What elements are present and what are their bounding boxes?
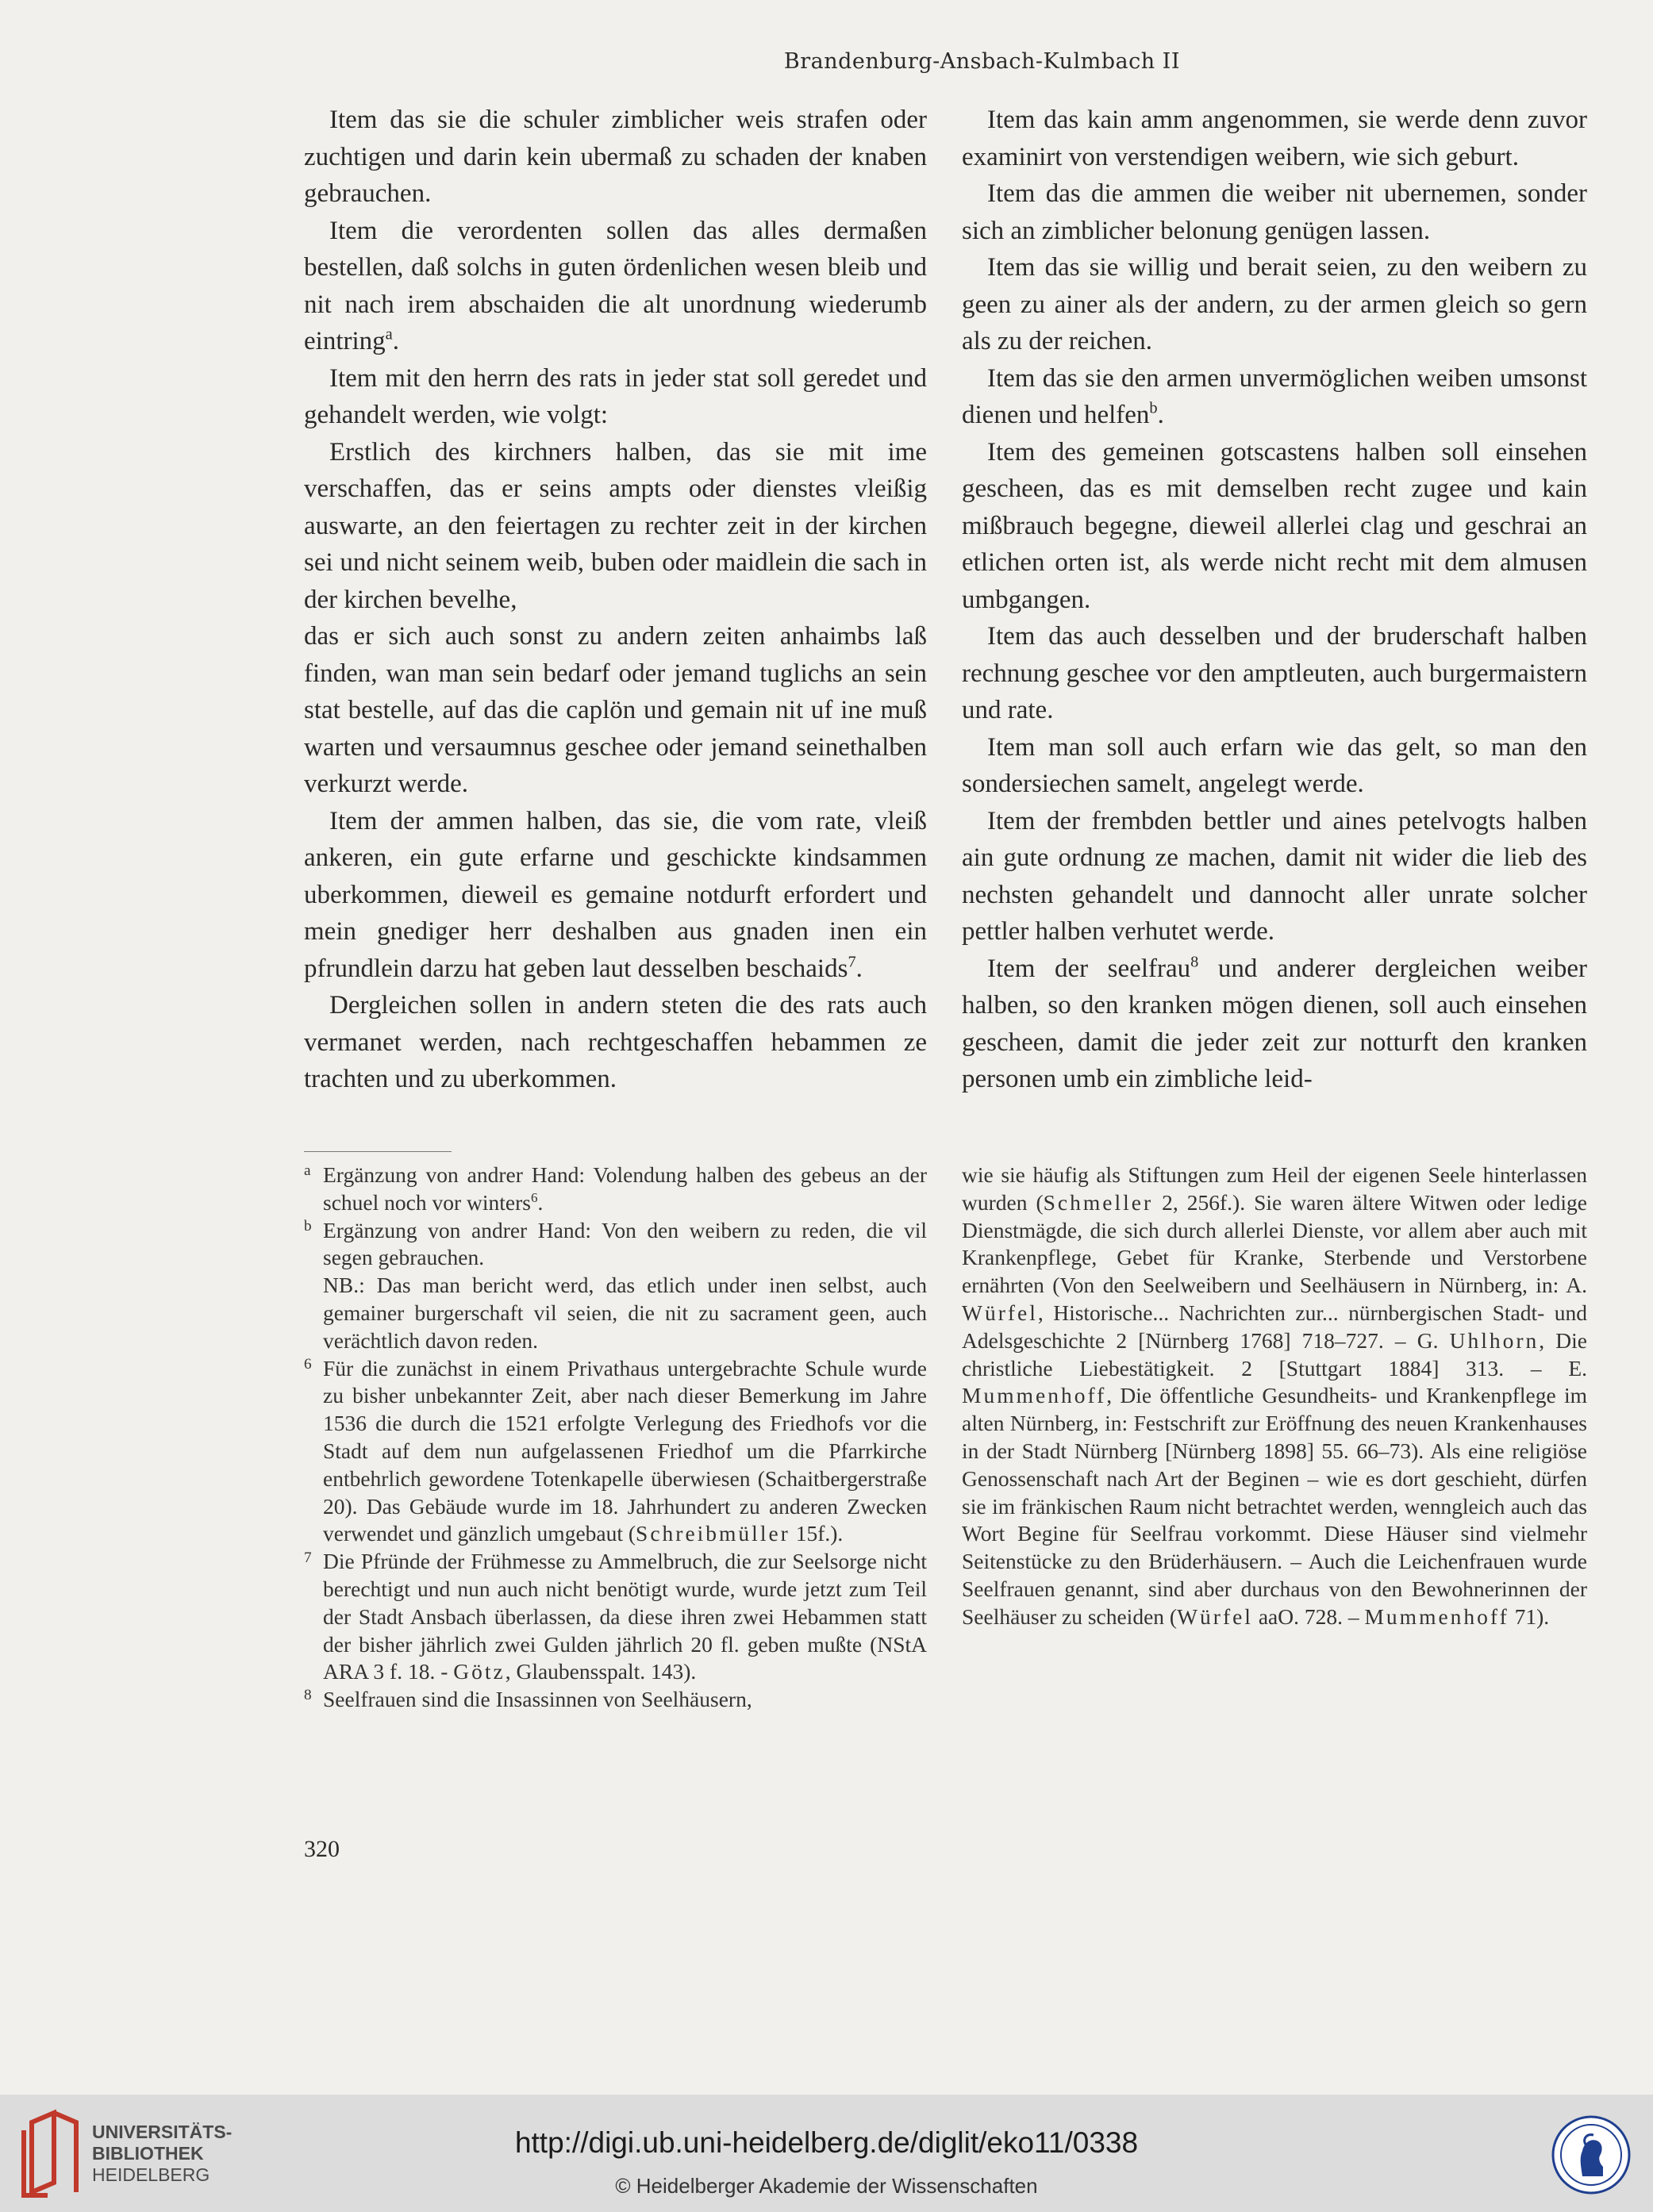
paragraph: Item die verordenten sollen das alles dermaßen bestellen, daß solchs in guten ördenlichen wesen bleib und nit nach irem abschaiden die alt unordnung wiederumb eintring$^a$. — [304, 216, 927, 355]
page-number: 320 — [304, 1836, 340, 1862]
running-title: Brandenburg-Ansbach-Kulmbach II — [783, 49, 1180, 74]
footnotes-right-column — [962, 1162, 1587, 1631]
footnote: a Ergänzung von andrer Hand: Volendung halben des gebeus an der schuel noch vor winters$^6$. — [304, 1162, 927, 1215]
paragraph: Item das sie die schuler zimblicher weis strafen oder zuchtigen und darin kein ubermaß zu schaden der knaben gebrauchen. — [304, 106, 927, 208]
footnote-mark: 7 — [848, 953, 856, 971]
footnote: 8 Seelfrauen sind die Insassinnen von Seelhäusern, — [304, 1687, 752, 1712]
copyright-notice: © Heidelberger Akademie der Wissenschaften — [615, 2174, 1038, 2198]
footnote-separator — [304, 1151, 452, 1152]
library-name: UNIVERSITÄTS- BIBLIOTHEK HEIDELBERG — [92, 2122, 233, 2185]
paragraph: Item das die ammen die weiber nit ubernemen, sonder sich an zimblicher belonung genügen lassen. — [962, 179, 1587, 245]
paragraph: Item das auch desselben und der bruderschaft halben rechnung geschee vor den amptleuten, auch burgermaistern und rate. — [962, 622, 1587, 724]
paragraph: Item das sie willig und berait seien, zu den weibern zu geen zu ainer als der andern, zu der armen gleich so gern als zu der reichen. — [962, 253, 1587, 355]
paragraph: Item der frembden bettler und aines petelvogts halben ain gute ordnung ze machen, damit nit wider die lieb des nechsten gehandelt und dannocht aller unrate solcher pettler halben verhutet werde. — [962, 806, 1587, 946]
paragraph: Item das sie den armen unvermöglichen weiben umsonst dienen und helfen$^b$. — [962, 363, 1587, 429]
main-text-right-column — [962, 102, 1587, 1098]
footnote: 6 Für die zunächst in einem Privathaus untergebrachte Schule wurde zu bisher unbekannter Zeit, aber nach dieser Bemerkung im Jahre 1536 die durch die 1521 erfolgte Verlegung des Friedhofs vor die Stadt auf dem nun aufgelassenen Friedhof um die Pfarrkirche entbehrlich gewordene Totenkapelle überwiesen (Schaitbergerstraße 20). Das Gebäude wurde im 18. Jahrhundert zu anderen Zwecken verwendet und gänzlich umgebaut (Schreibmüller 15f.). — [304, 1355, 927, 1546]
footnote-mark: 8 — [1190, 953, 1199, 971]
paragraph: Item der ammen halben, das sie, die vom rate, vleiß ankeren, ein gute erfarne und geschickte kindsammen uberkommen, dieweil es gemaine notdurft erfordert und mein gnediger herr deshalben aus gnaden inen ein pfrundlein darzu hat geben laut desselben beschaids$^7$. — [304, 806, 927, 983]
paragraph: Item mit den herrn des rats in jeder stat soll geredet und gehandelt werden, wie volgt: — [304, 363, 927, 429]
paragraph: Item des gemeinen gotscastens halben soll einsehen gescheen, das es mit demselben recht zugee und kain mißbrauch begegne, dieweil allerlei clag und geschrai an etlichen orten ist, als werde nicht recht mit dem almusen umbgangen. — [962, 437, 1587, 614]
footnote: NB.: Das man bericht werd, das etlich under inen selbst, auch gemainer burgerschaft vil seien, die nit zu sacrament geen, auch verächtlich davon reden. — [323, 1273, 927, 1353]
viewer-footer — [0, 2095, 1653, 2212]
paragraph: Dergleichen sollen in andern steten die des rats auch vermanet werden, nach rechtgeschaffen hebammen ze trachten und zu uberkommen. — [304, 991, 927, 1093]
footnote: b Ergänzung von andrer Hand: Von den weibern zu reden, die vil segen gebrauchen. — [304, 1217, 927, 1270]
main-text-left-column — [304, 102, 927, 1098]
footnote-continuation: wie sie häufig als Stiftungen zum Heil der eigenen Seele hinterlassen wurden (Schmeller 2, 256f.). Sie waren ältere Witwen oder ledige Dienstmägde, die sich durch allerlei Dienste, vor allem aber auch mit Krankenpflege, Gebet für Kranke, Sterbende und Verstorbene ernährten (Von den Seelweibern und Seelhäusern in Nürnberg, in: A. Würfel, Historische... Nachrichten zur... nürnbergischen Stadt- und Adelsgeschichte 2 [Nürnberg 1768] 718–727. – G. Uhlhorn, Die christliche Liebestätigkeit. 2 [Stuttgart 1884] 313. – E. Mummenhoff, Die öffentliche Gesundheits- und Krankenpflege im alten Nürnberg, in: Festschrift zur Eröffnung des neuen Krankenhauses in der Stadt Nürnberg [Nürnberg 1898] 55. 66–73). Als eine religiöse Genossenschaft nach Art der Beginen – wie es dort geschieht, dürfen sie im fränkischen Raum nicht betrachtet werden, wenngleich auch das Wort Begine für Seelfrau vorkommt. Diese Häuser sind vielmehr Seitenstücke zu den Brüderhäusern. – Auch die Leichenfrauen wurde Seelfrauen genannt, sind aber durchaus von den Bewohnerinnen der Seelhäuser zu scheiden (Würfel aaO. 728. – Mummenhoff 71). — [962, 1162, 1587, 1629]
footnote: 7 Die Pfründe der Frühmesse zu Ammelbruch, die zur Seelsorge nicht berechtigt und nun auch nicht benötigt wurde, wurde jetzt zum Teil der Stadt Ansbach überlassen, da diese ihren zwei Hebammen statt der bisher jährlich zwei Gulden jährlich 20 fl. geben mußte (NStA ARA 3 f. 18. - Götz, Glaubensspalt. 143). — [304, 1549, 927, 1684]
footnote-mark: b — [1149, 399, 1158, 417]
paragraph: Erstlich des kirchners halben, das sie mit ime verschaffen, das er seins ampts oder dienstes vleißig auswarte, an den feiertagen zu rechter zeit in der kirchen sei und nicht seinem weib, buben oder maidlein die sach in der kirchen bevelhe, — [304, 437, 927, 614]
footnotes-left-column — [304, 1162, 927, 1714]
paragraph: Item man soll auch erfarn wie das gelt, so man den sondersiechen samelt, angelegt werde. — [962, 732, 1587, 798]
paragraph: das er sich auch sonst zu andern zeiten anhaimbs laß finden, wan man sein bedarf oder jemand tuglichs an sein stat bestelle, auf das die caplön und gemain nit uf ine muß warten und versaumnus geschee oder jemand seinethalben verkurzt werde. — [304, 622, 927, 798]
permalink[interactable]: http://digi.ub.uni-heidelberg.de/diglit/eko11/0338 — [514, 2126, 1139, 2159]
academy-seal-icon — [1551, 2114, 1632, 2195]
running-head — [0, 49, 1653, 74]
paragraph: Item das kain amm angenommen, sie werde denn zuvor examinirt von verstendigen weibern, wie sich geburt. — [962, 106, 1587, 171]
paragraph: Item der seelfrau$^8$ und anderer dergleichen weiber halben, so den kranken mögen dienen, soll auch einsehen gescheen, damit die jeder zeit zur notturft den kranken personen umb ein zimbliche leid- — [962, 953, 1587, 1093]
footnote-mark: a — [385, 325, 393, 344]
